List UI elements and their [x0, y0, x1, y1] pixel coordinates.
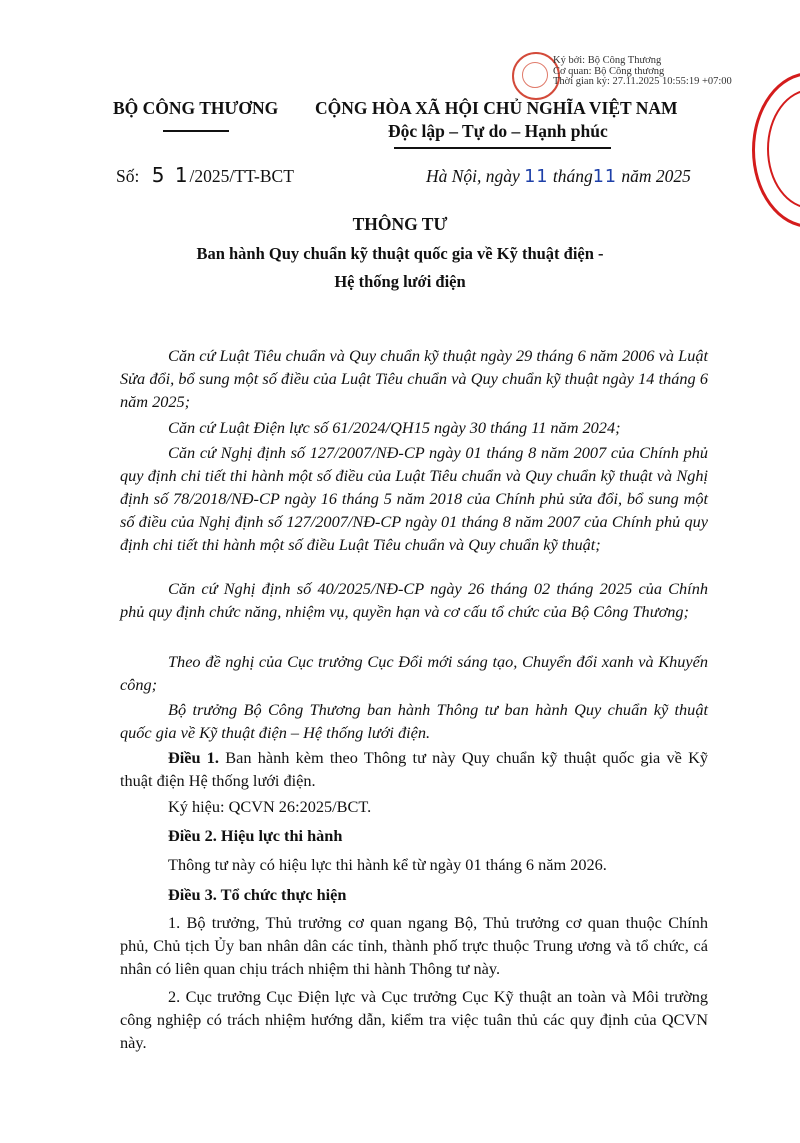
red-seal-icon: [752, 72, 800, 228]
article-3-clause-1-text: 1. Bộ trưởng, Thủ trưởng cơ quan ngang Bộ, Thủ trưởng cơ quan thuộc Chính phủ, Chủ tịch Ủy ban nhân dân các tỉnh, thành phố trực thuộc Trung ương và tổ chức, cá nhân có liên quan chịu trách nhiệm thi hành Thông tư này.: [120, 913, 708, 978]
article-2-text: Thông tư này có hiệu lực thi hành kể từ ngày 01 tháng 6 năm 2026.: [168, 855, 607, 874]
place-date-prefix: Hà Nội, ngày: [426, 166, 520, 186]
number-label: Số:: [116, 166, 140, 186]
preamble-paragraph: [120, 650, 708, 696]
article-3-clause-2: [120, 985, 708, 1054]
day-handwritten: 11: [524, 167, 549, 187]
article-3-clause-1: [120, 911, 708, 980]
month-label: tháng: [552, 166, 593, 186]
article-3-heading: [120, 883, 708, 906]
ministry-name: BỘ CÔNG THƯƠNG: [113, 98, 279, 118]
document-number: [116, 163, 294, 187]
motto-underline: [394, 147, 611, 149]
article-3-heading-text: Điều 3. Tổ chức thực hiện: [168, 885, 347, 904]
article-1-label: Điều 1.: [168, 748, 220, 767]
preamble-paragraph: [120, 416, 708, 439]
signature-org: Cơ quan: Bộ Công thương: [553, 65, 665, 77]
preamble-text-2: Căn cứ Luật Điện lực số 61/2024/QH15 ngày 30 tháng 11 năm 2024;: [168, 418, 621, 437]
article-2-body: [120, 853, 708, 876]
document-type: THÔNG TƯ: [352, 214, 448, 234]
article-1: [120, 746, 708, 792]
preamble-text-5: Theo đề nghị của Cục trưởng Cục Đổi mới sáng tạo, Chuyển đổi xanh và Khuyến công;: [120, 652, 708, 694]
month-handwritten: 11: [592, 167, 618, 187]
symbol-text: Ký hiệu: QCVN 26:2025/BCT.: [168, 797, 372, 816]
number-suffix: /2025/TT-BCT: [189, 166, 294, 186]
preamble-paragraph: [120, 344, 708, 413]
preamble-text-1: Căn cứ Luật Tiêu chuẩn và Quy chuẩn kỹ thuật ngày 29 tháng 6 năm 2006 và Luật Sửa đổi, bổ sung một số điều của Luật Tiêu chuẩn và Quy chuẩn kỹ thuật ngày 14 tháng 6 năm 2025;: [120, 346, 708, 411]
title-line-2: Hệ thống lưới điện: [334, 272, 466, 291]
preamble-paragraph: [120, 441, 708, 556]
nation-name: CỘNG HÒA XÃ HỘI CHỦ NGHĨA VIỆT NAM: [315, 98, 678, 118]
preamble-text-4: Căn cứ Nghị định số 40/2025/NĐ-CP ngày 26 tháng 02 tháng 2025 của Chính phủ quy định chức năng, nhiệm vụ, quyền hạn và cơ cấu tổ chức của Bộ Công Thương;: [120, 579, 708, 621]
preamble-text-6: Bộ trưởng Bộ Công Thương ban hành Thông tư ban hành Quy chuẩn kỹ thuật quốc gia về Kỹ thuật điện – Hệ thống lưới điện.: [120, 700, 708, 742]
preamble-text-3: Căn cứ Nghị định số 127/2007/NĐ-CP ngày 01 tháng 8 năm 2007 của Chính phủ quy định chi tiết thi hành một số điều của Luật Tiêu chuẩn và Quy chuẩn kỹ thuật và Nghị định số 78/2018/NĐ-CP ngày 16 tháng 5 năm 2018 của Chính phủ sửa đổi, bổ sung một số điều của Nghị định số 127/2007/NĐ-CP ngày 01 tháng 8 năm 2007 của Chính phủ quy định chi tiết thi hành một số điều Luật Tiêu chuẩn và Quy chuẩn kỹ thuật;: [120, 443, 708, 554]
preamble-paragraph: [120, 698, 708, 744]
place-date: [426, 166, 691, 187]
article-1-symbol: [120, 795, 708, 818]
article-2-heading: [120, 824, 708, 847]
preamble-paragraph: [120, 577, 708, 623]
article-1-text: Ban hành kèm theo Thông tư này Quy chuẩn kỹ thuật quốc gia về Kỹ thuật điện Hệ thống lưới điện.: [120, 748, 709, 790]
article-2-heading-text: Điều 2. Hiệu lực thi hành: [168, 826, 343, 845]
signature-signer: Ký bởi: Bộ Công Thương: [553, 55, 662, 66]
ministry-underline: [163, 130, 229, 132]
signature-time: Thời gian ký: 27.11.2025 10:55:19 +07:00: [553, 76, 732, 87]
national-motto: Độc lập – Tự do – Hạnh phúc: [388, 121, 608, 141]
title-line-1: Ban hành Quy chuẩn kỹ thuật quốc gia về Kỹ thuật điện -: [196, 244, 604, 263]
number-handwritten: 5 1: [151, 163, 190, 187]
article-3-clause-2-text: 2. Cục trưởng Cục Điện lực và Cục trưởng Cục Kỹ thuật an toàn và Môi trường công nghiệp có trách nhiệm hướng dẫn, kiểm tra việc tuân thủ các quy định của QCVN này.: [120, 987, 708, 1052]
digital-signature-info: [553, 56, 732, 88]
year-text: năm 2025: [621, 166, 691, 186]
